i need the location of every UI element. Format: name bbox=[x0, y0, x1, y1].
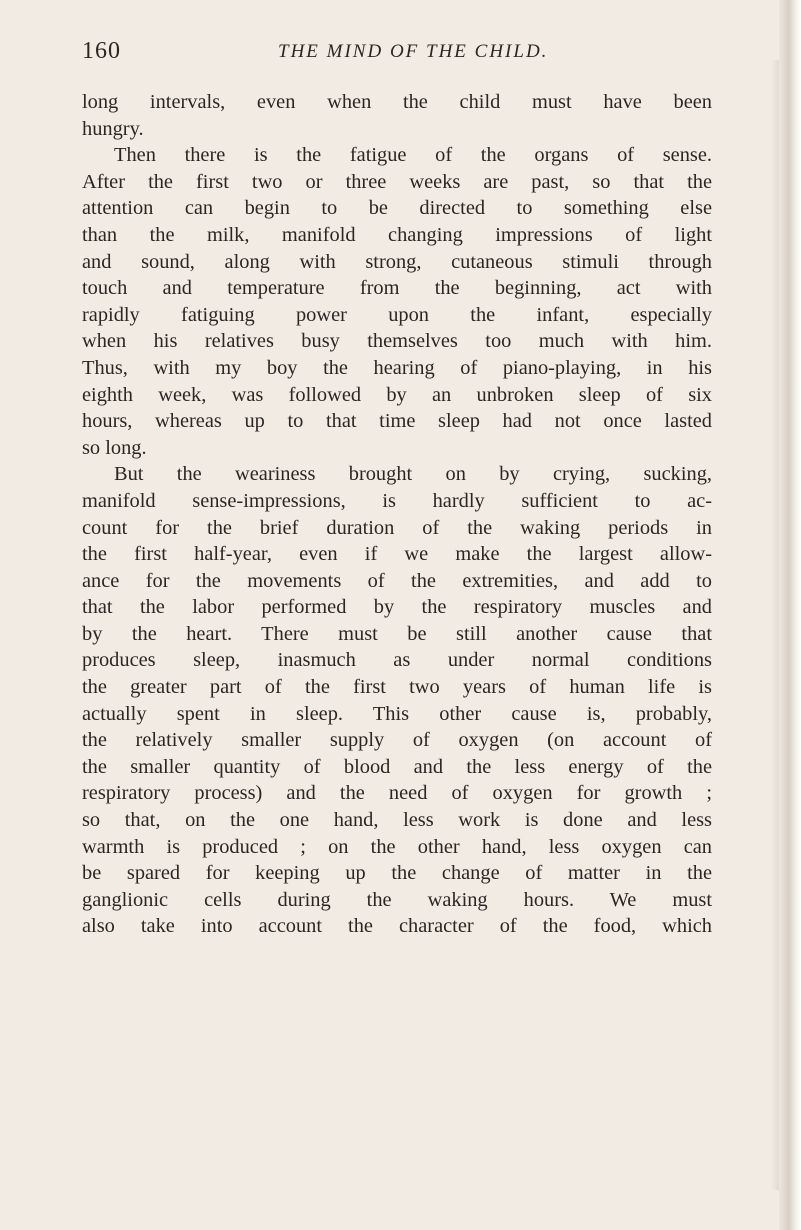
text-line: manifold sense-impressions, is hardly sufficient to ac- bbox=[82, 489, 712, 512]
text-line: the smaller quantity of blood and the less energy of the bbox=[82, 755, 712, 778]
running-head: THE MIND OF THE CHILD. bbox=[278, 41, 549, 62]
text-line: Thus, with my boy the hearing of piano-playing, in his bbox=[82, 356, 712, 379]
text-line: be spared for keeping up the change of matter in the bbox=[82, 862, 712, 885]
text-line: count for the brief duration of the waking periods in bbox=[82, 516, 712, 539]
text-line: when his relatives busy themselves too much with him. bbox=[82, 330, 712, 353]
text-line: respiratory process) and the need of oxygen for growth ; bbox=[82, 782, 712, 805]
text-line: touch and temperature from the beginning, act with bbox=[82, 277, 712, 300]
page-edge bbox=[779, 0, 801, 1230]
text-line: the relatively smaller supply of oxygen (on account of bbox=[82, 729, 712, 752]
text-line: ance for the movements of the extremities, and add to bbox=[82, 569, 712, 592]
text-line: so that, on the one hand, less work is done and less bbox=[82, 809, 712, 832]
page-gutter-shadow bbox=[771, 60, 779, 1190]
text-line: Then there is the fatigue of the organs of sense. bbox=[114, 144, 712, 167]
text-line: attention can begin to be directed to something else bbox=[82, 197, 712, 220]
text-line: hours, whereas up to that time sleep had not once lasted bbox=[82, 410, 712, 433]
page-number: 160 bbox=[82, 38, 121, 64]
text-line: hungry. bbox=[82, 117, 144, 140]
text-line: and sound, along with strong, cutaneous stimuli through bbox=[82, 250, 712, 273]
text-line: long intervals, even when the child must have been bbox=[82, 91, 712, 113]
text-line: warmth is produced ; on the other hand, less oxygen can bbox=[82, 835, 712, 858]
text-line: than the milk, manifold changing impressions of light bbox=[82, 223, 712, 246]
text-line: produces sleep, inasmuch as under normal conditions bbox=[82, 649, 712, 672]
text-line: ganglionic cells during the waking hours. We must bbox=[82, 888, 712, 911]
text-line: the first half-year, even if we make the largest allow- bbox=[82, 543, 712, 566]
body-text bbox=[82, 89, 712, 940]
text-line: so long. bbox=[82, 436, 147, 459]
page-header bbox=[82, 38, 712, 68]
text-line: actually spent in sleep. This other cause is, probably, bbox=[82, 702, 712, 725]
text-line: that the labor performed by the respiratory muscles and bbox=[82, 596, 712, 619]
text-line: rapidly fatiguing power upon the infant, especially bbox=[82, 303, 712, 326]
text-line: After the first two or three weeks are past, so that the bbox=[82, 170, 712, 193]
text-line: eighth week, was followed by an unbroken sleep of six bbox=[82, 383, 712, 406]
text-line: the greater part of the first two years of human life is bbox=[82, 676, 712, 699]
text-line: But the weariness brought on by crying, sucking, bbox=[114, 463, 712, 486]
text-line: by the heart. There must be still another cause that bbox=[82, 622, 712, 645]
text-line: also take into account the character of the food, which bbox=[82, 915, 712, 938]
